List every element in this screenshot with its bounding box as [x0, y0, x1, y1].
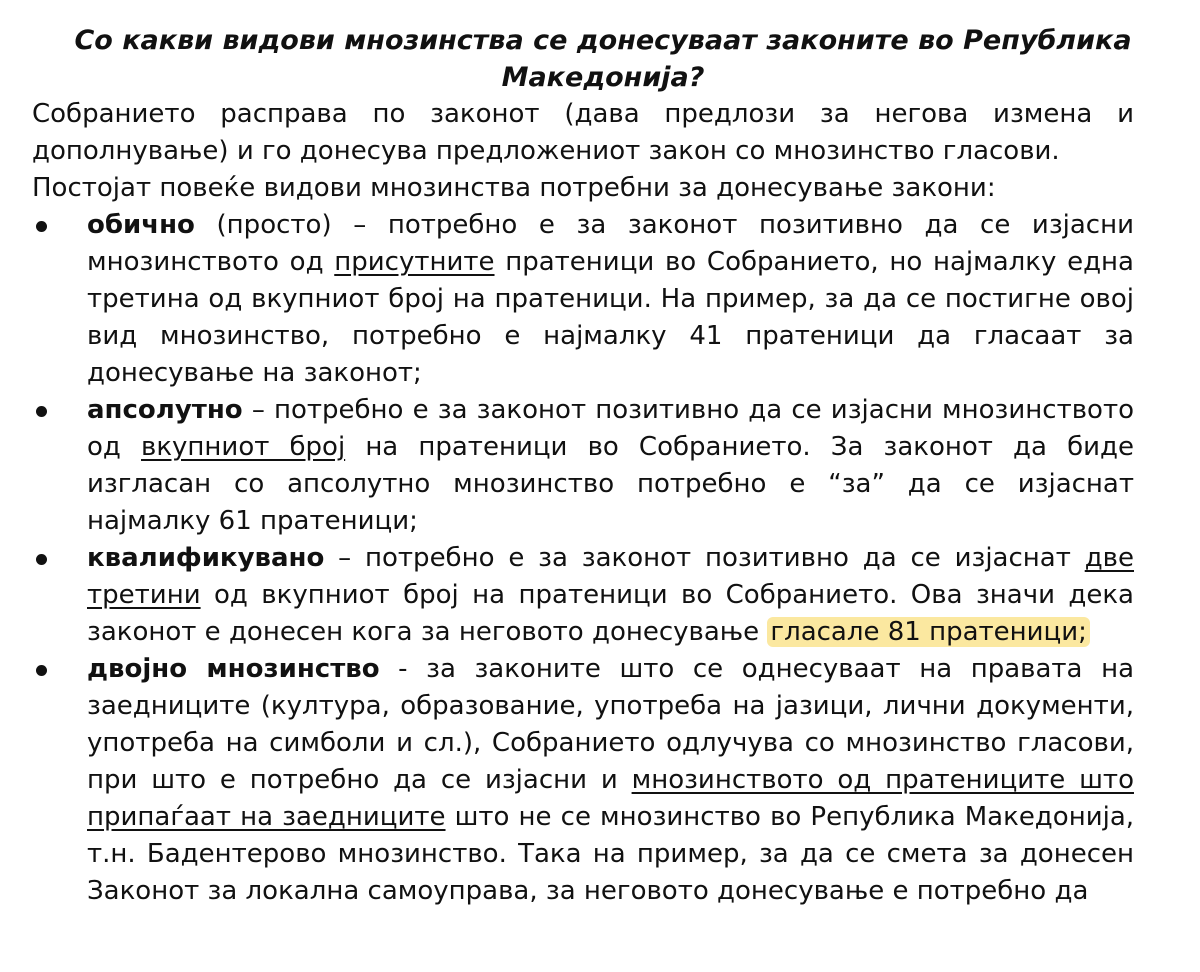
list-item-qualified-majority [32, 540, 1134, 651]
item-text: на пратеници во Собранието. За законот да биде изгласан со апсолутно мнозинство потребно е “за” да се изјаснат најмалку 61 пратеници; [87, 432, 1135, 536]
term-label: обично [87, 210, 195, 240]
list-item-absolute-majority [32, 392, 1134, 540]
intro-lead-paragraph: Постојат повеќе видови мнозинства потребни за донесување закони: [32, 173, 996, 203]
item-text: – потребно е за законот позитивно да се изјасни мнозинството од [87, 395, 1134, 462]
term-label: двојно мнозинство [87, 654, 380, 684]
underlined-text: две третини [87, 543, 1134, 610]
bullet-icon [36, 221, 47, 232]
item-text: – потребно е за законот позитивно да се изјаснат [324, 543, 1085, 573]
item-text: (просто) – потребно е за законот позитивно да се изјасни мнозинството од [87, 210, 1134, 277]
bullet-icon [36, 665, 47, 676]
underlined-text: присутните [334, 247, 495, 277]
item-text: што не се мнозинство во Република Македонија, т.н. Бадентерово мнозинство. Така на пример, за да се смета за донесен Законот за локална самоуправа, за неговото донесување е потребно да [87, 802, 1135, 906]
bullet-icon [36, 406, 47, 417]
item-text: пратеници во Собранието, но најмалку една третина од вкупниот број на пратеници. На пример, за да се постигне овој вид мнозинство, потребно е најмалку 41 пратеници да гласаат за донесување на законот; [87, 247, 1134, 388]
majority-types-list [32, 207, 1134, 910]
highlighted-text: гласале 81 пратеници; [767, 617, 1090, 647]
item-text: - за законите што се однесуваат на правата на заедниците (култура, образование, употреба на јазици, лични документи, употреба на симболи и сл.), Собранието одлучува со мнозинство гласови, при што е потребно да се изјасни и [87, 654, 1134, 795]
term-label: квалификувано [87, 543, 325, 573]
intro-paragraph: Собранието расправа по законот (дава предлози за негова измена и дополнување) и го донесува предложениот закон со мнозинство гласови. [32, 99, 1134, 166]
underlined-text: мнозинството од пратениците што припаѓаат на заедниците [87, 765, 1134, 832]
term-label: апсолутно [87, 395, 243, 425]
list-item-double-majority [32, 651, 1134, 910]
document-title: Со какви видови мнозинства се донесуваат законите во Република Македонија? [74, 25, 1132, 93]
item-text: од вкупниот број на пратеници во Собранието. Ова значи дека законот е донесен кога за неговото донесување [87, 580, 1134, 647]
bullet-icon [36, 554, 47, 565]
list-item-simple-majority [32, 207, 1134, 392]
underlined-text: вкупниот број [141, 432, 346, 462]
